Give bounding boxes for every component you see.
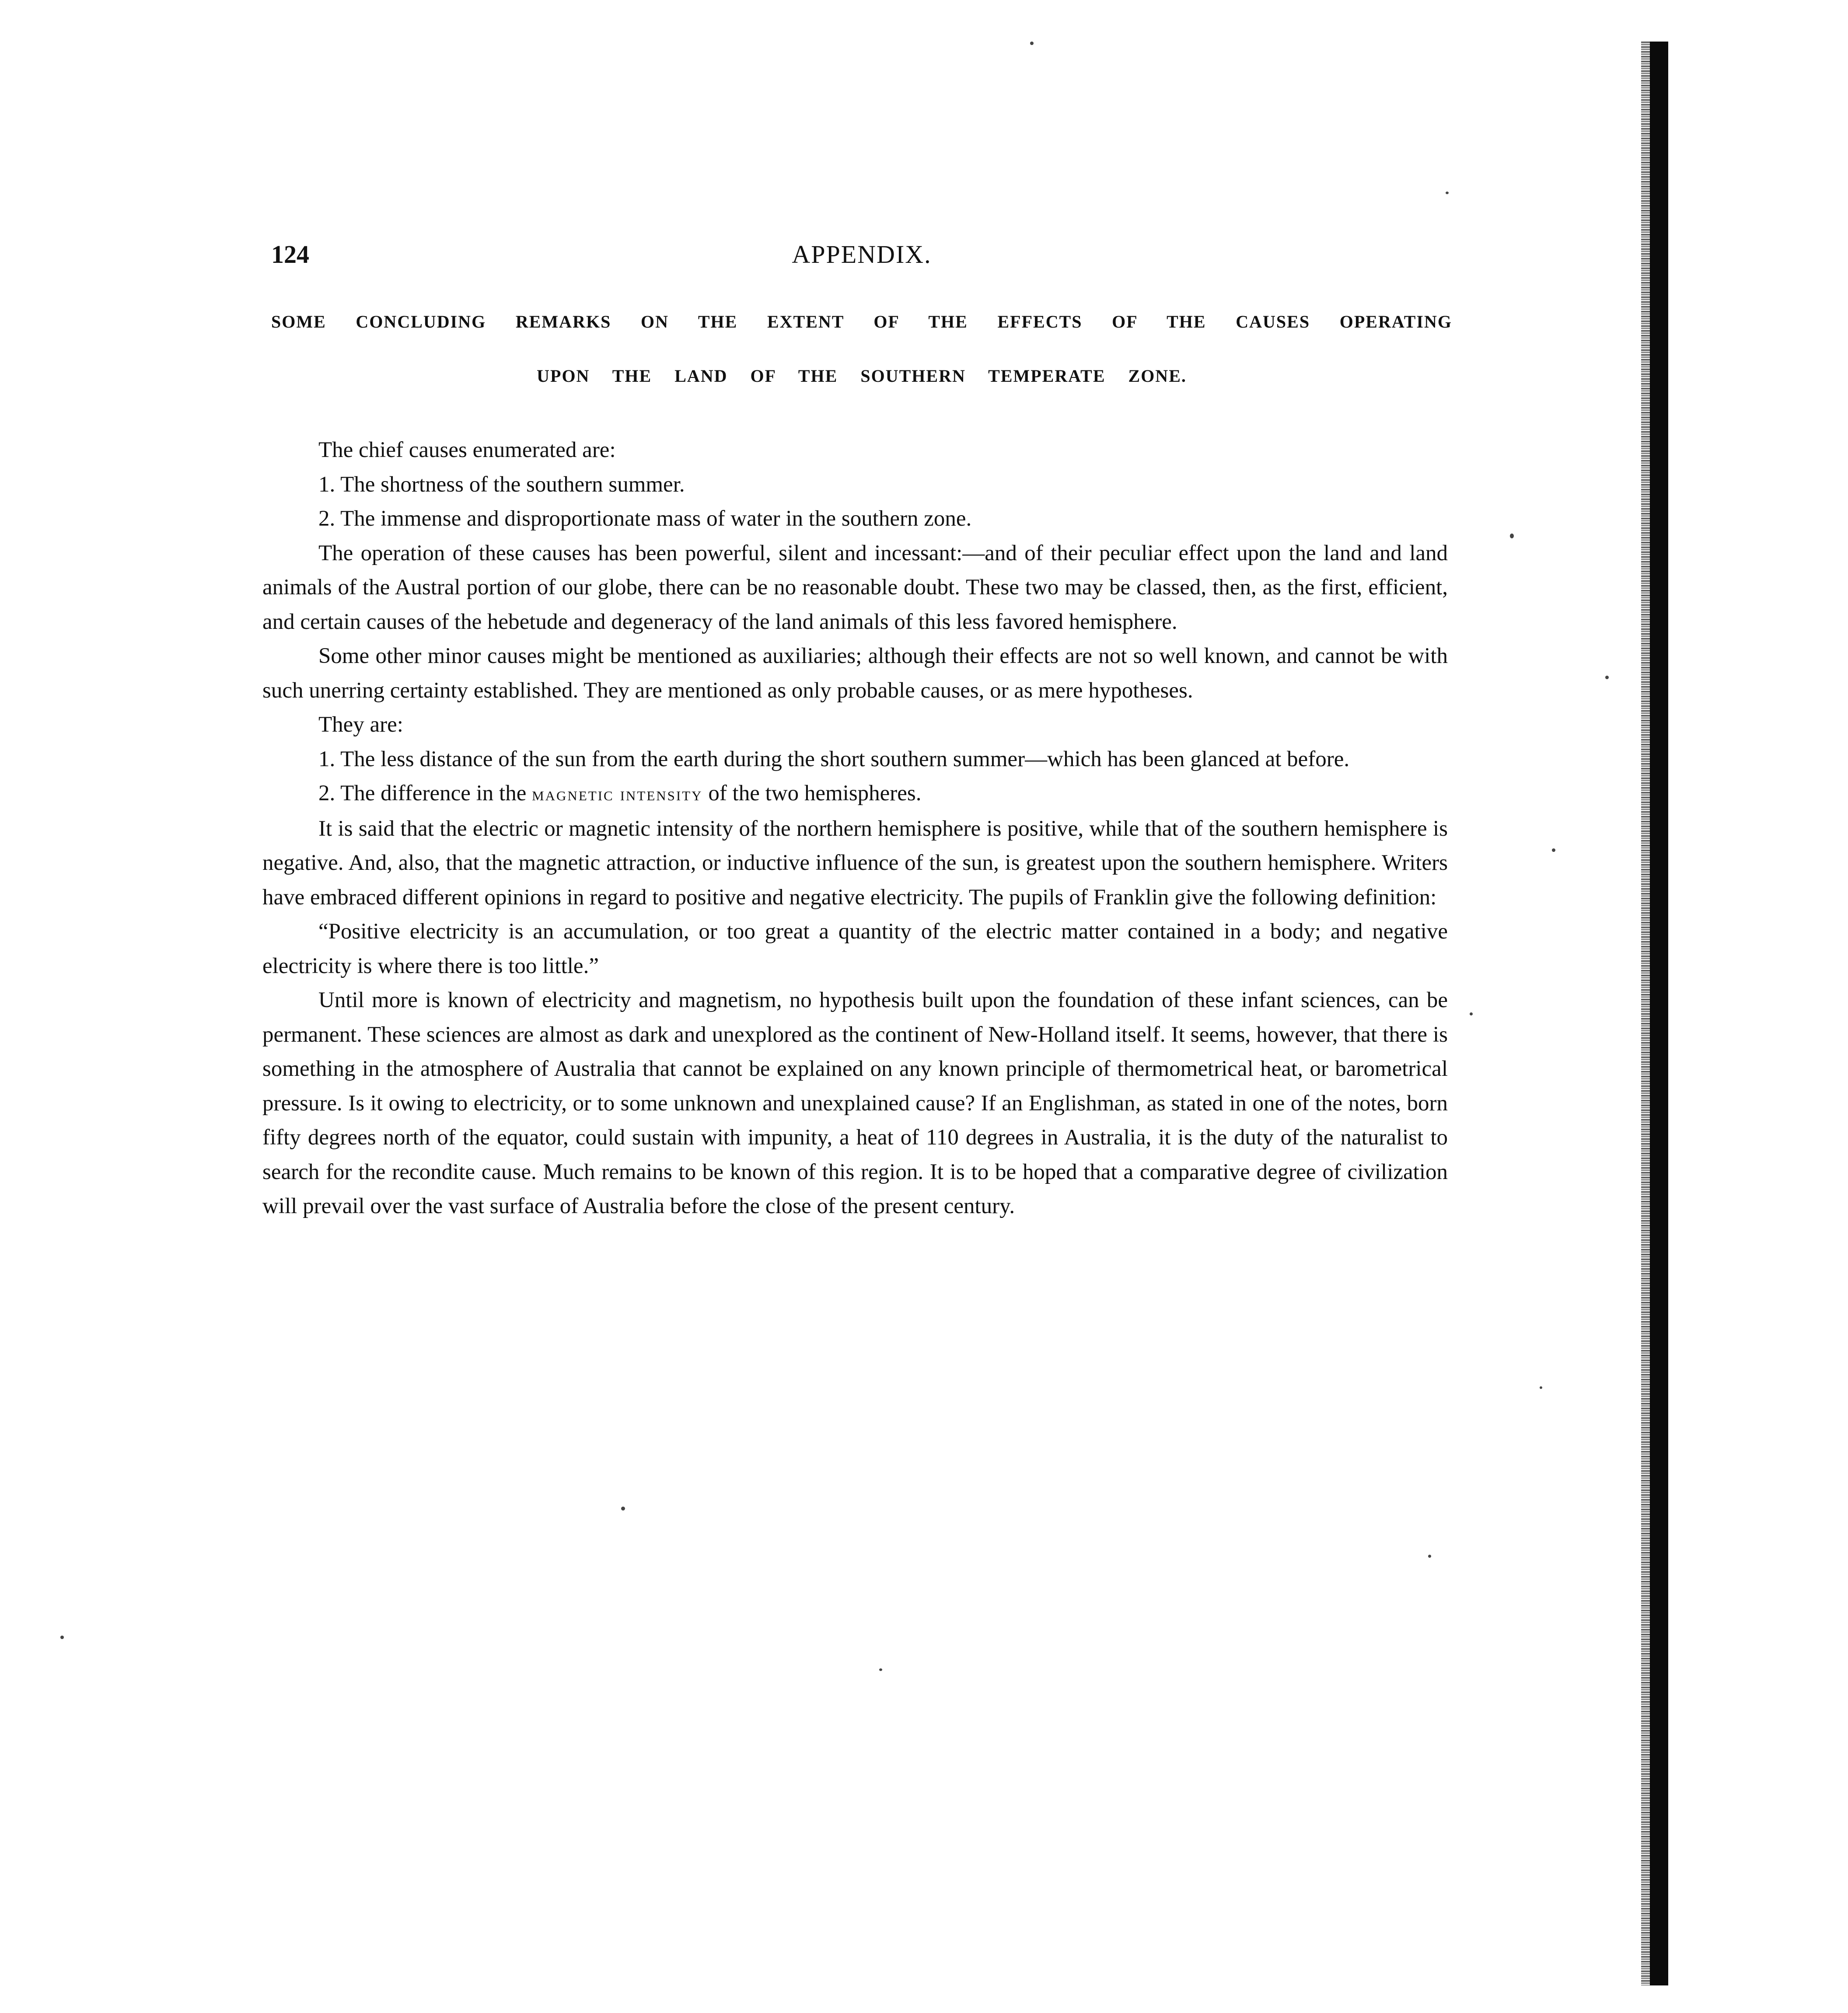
scan-speck [1605, 676, 1609, 679]
paragraph-conclusion: Until more is known of electricity and magnetism, no hypothesis built upon the foundation of these infant sciences, can be permanent. These sciences are almost as dark and unexplored as the continent of New-Holland itself. It seems, however, that there is something in the atmosphere of Australia that cannot be explained on any known principle of thermometrical heat, or barometrical pressure. Is it owing to electricity, or to some unknown and unexplained cause? If an Englishman, as stated in one of the notes, born fifty degrees north of the equator, could sustain with impunity, a heat of 110 degrees in Australia, it is the duty of the naturalist to search for the recondite cause. Much remains to be known of this region. It is to be hoped that a comparative degree of civilization will prevail over the vast surface of Australia before the close of the present century. [262, 988, 1448, 1218]
binding-edge-texture [1641, 42, 1650, 1985]
paragraph-minor-causes: Some other minor causes might be mentioned as auxiliaries; although their effects are not so well known, and cannot be with such unerring certainty established. They are mentioned as only probable causes, or as mere hypotheses. [262, 644, 1448, 703]
scan-speck [1428, 1555, 1431, 1558]
scan-speck [60, 1636, 64, 1639]
scan-speck [1552, 848, 1555, 852]
paragraph-intro: The chief causes enumerated are: [318, 438, 616, 462]
paragraph-they-are: They are: [318, 712, 403, 737]
scan-speck [1510, 534, 1514, 538]
list-item-minor-2-end: of the two hemispheres. [708, 781, 922, 806]
scan-speck [1030, 42, 1034, 45]
paragraph-operation: The operation of these causes has been powerful, silent and incessant:—and of their peculiar effect upon the land and land animals of the Austral portion of our globe, there can be no reasonable doubt. These two may be classed, then, as the first, efficient, and certain causes of the hebetude and degeneracy of the land animals of this less favored hemisphere. [262, 541, 1448, 634]
scan-speck [1470, 1012, 1473, 1015]
list-item-minor-2 [262, 776, 1448, 812]
section-heading-line-2: UPON THE LAND OF THE SOUTHERN TEMPERATE ZONE. [537, 366, 1187, 386]
list-item-cause-2: 2. The immense and disproportionate mass of water in the southern zone. [318, 506, 972, 531]
scan-speck [879, 1668, 882, 1671]
list-item-minor-2-start: 2. The difference in the [318, 781, 527, 806]
list-item-minor-1: 1. The less distance of the sun from the earth during the short southern summer—which has been glanced at before. [318, 747, 1350, 771]
running-head [271, 240, 1452, 275]
scan-speck [1540, 1386, 1542, 1389]
scan-speck [621, 1507, 625, 1511]
paragraph-electric-intensity: It is said that the electric or magnetic intensity of the northern hemisphere is positive, while that of the southern hemisphere is negative. And, also, that the magnetic attraction, or inductive influence of the sun, is greatest upon the southern hemisphere. Writers have embraced different opinions in regard to positive and negative electricity. The pupils of Franklin give the following definition: [262, 816, 1448, 910]
running-title: APPENDIX. [792, 240, 932, 269]
quotation-franklin: “Positive electricity is an accumulation, or too great a quantity of the electric matter contained in a body; and negative electricity is where there is too little.” [262, 919, 1448, 978]
scan-speck [1446, 192, 1449, 194]
page-number: 124 [271, 240, 309, 269]
magnetic-intensity-term: magnetic intensity [532, 783, 703, 805]
body-text [262, 433, 1448, 1224]
binding-edge-shadow [1650, 42, 1668, 1985]
list-item-cause-1: 1. The shortness of the southern summer. [318, 472, 685, 497]
section-heading-line-1: SOME CONCLUDING REMARKS ON THE EXTENT OF THE EFFECTS OF THE CAUSES OPERATING [271, 312, 1452, 331]
